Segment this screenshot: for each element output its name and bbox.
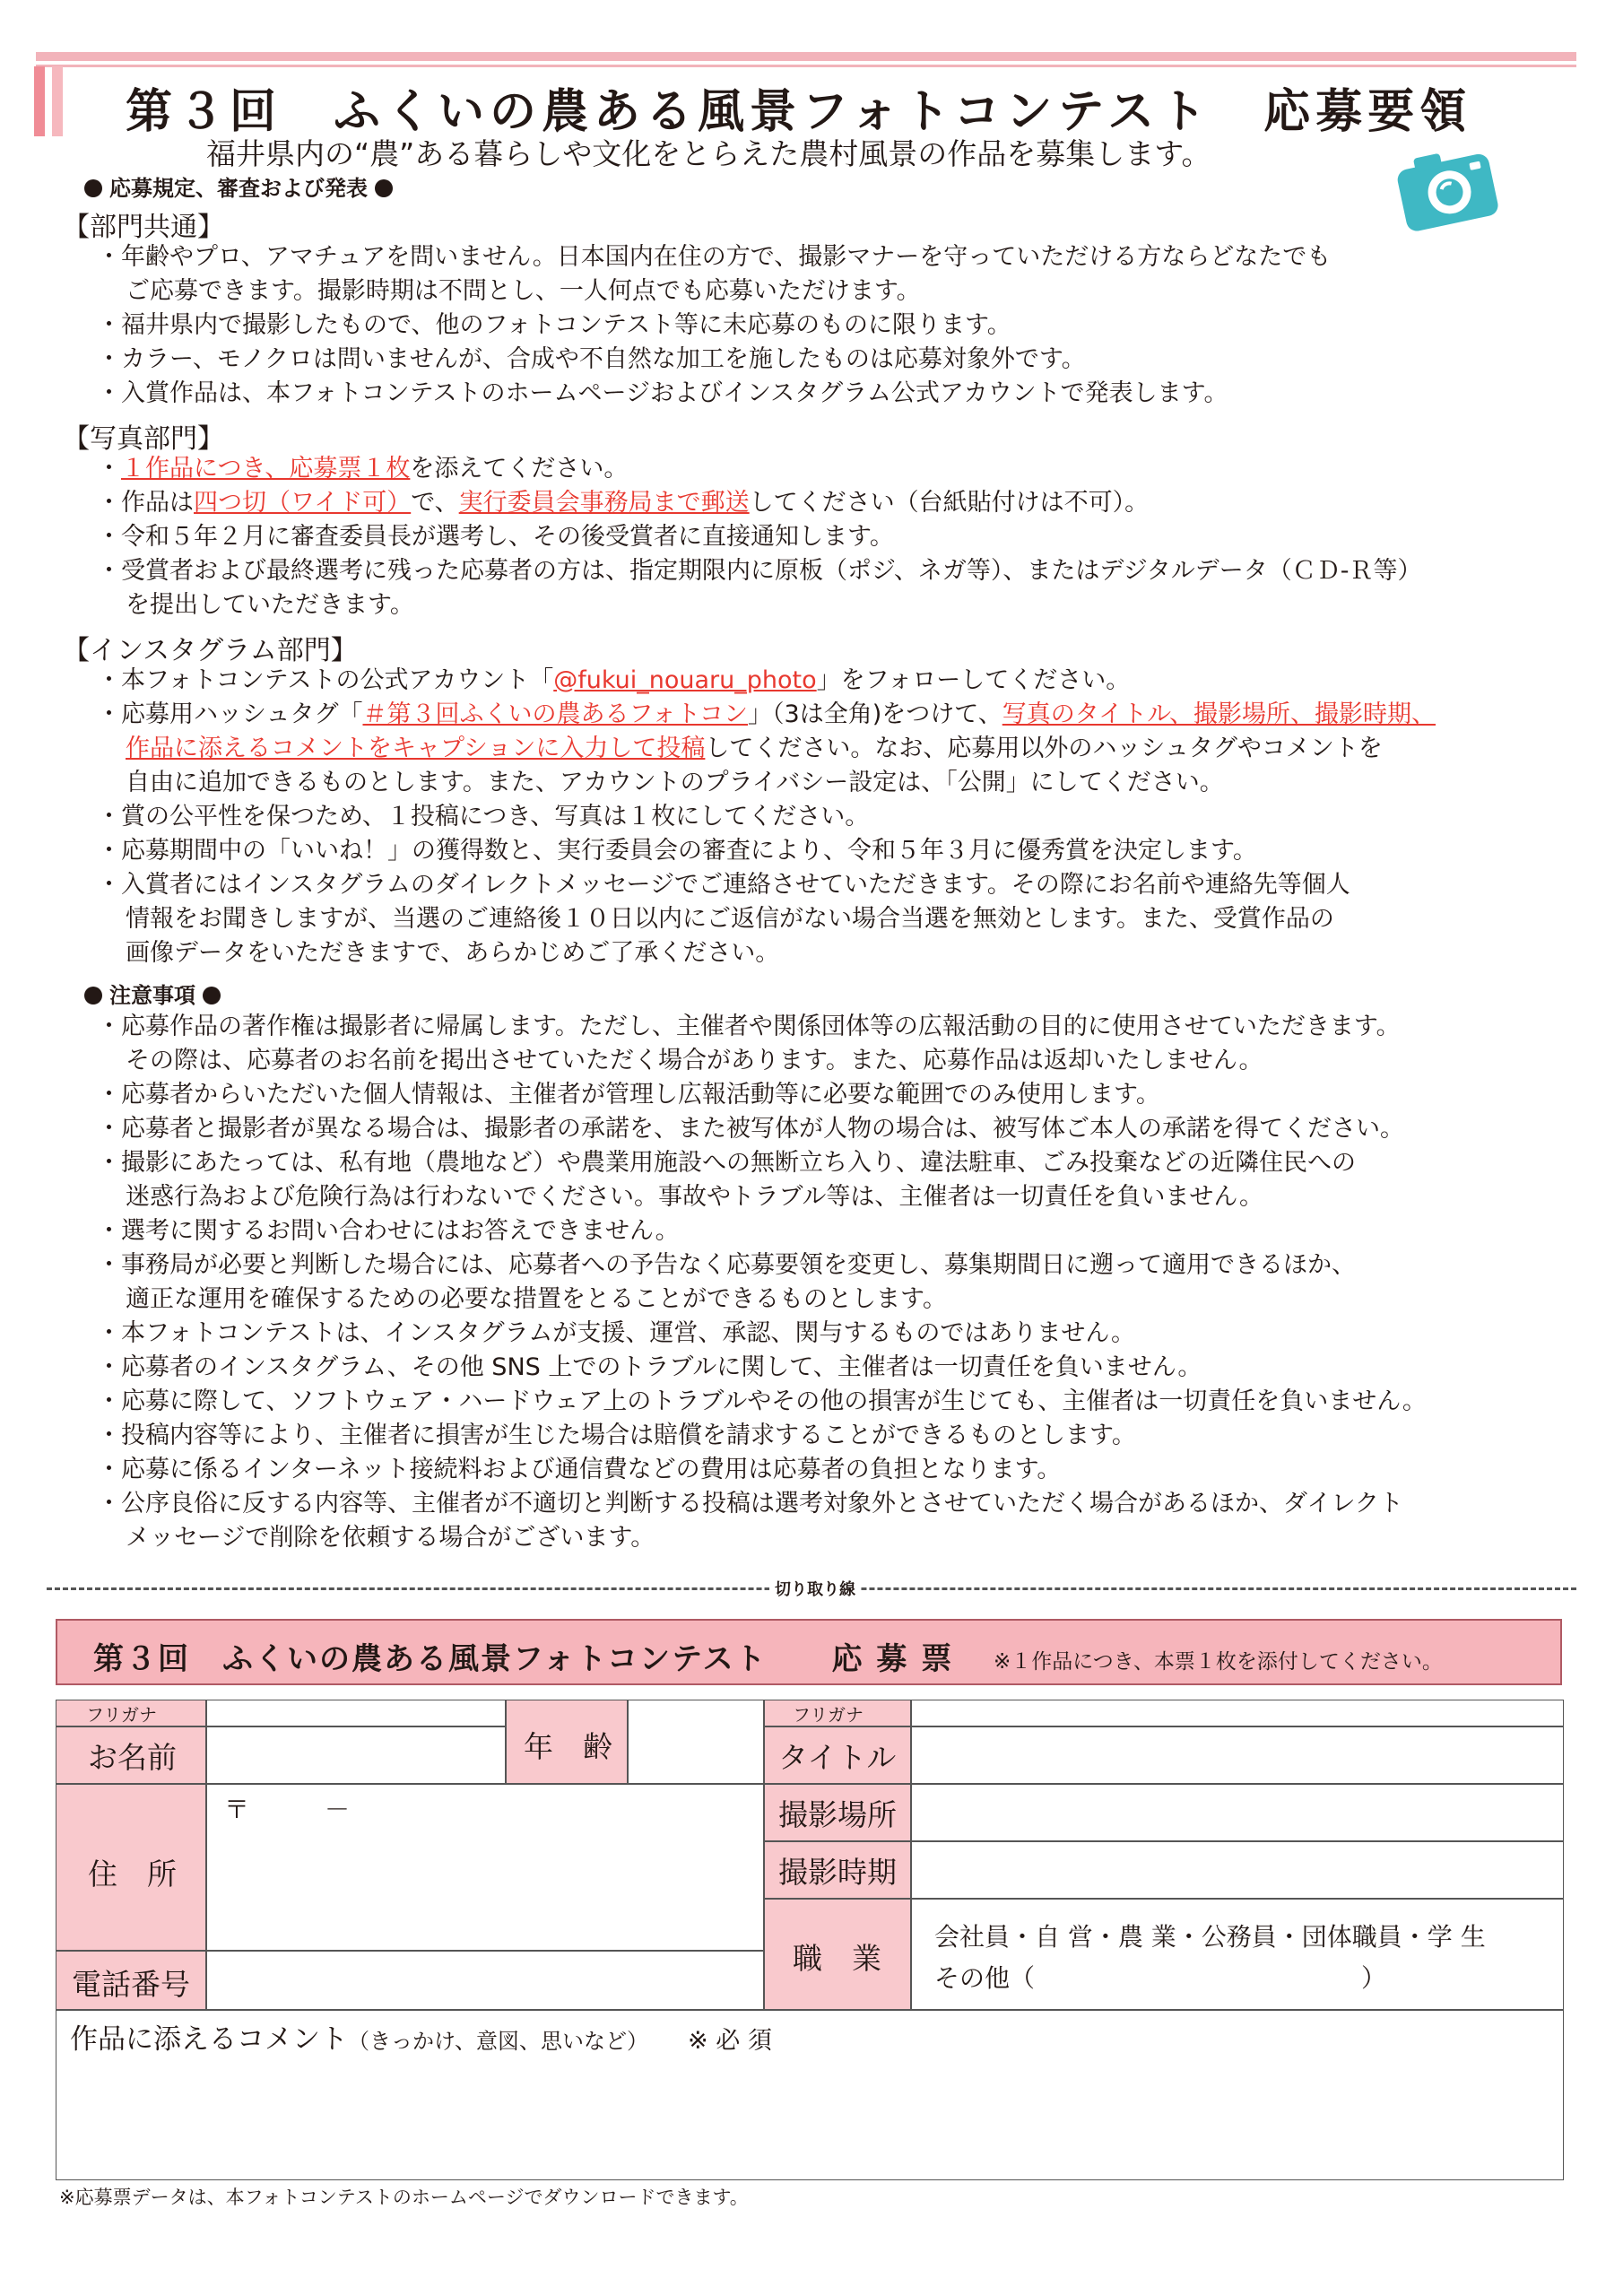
camera-icon [1388,135,1505,240]
footer-note: ※応募票データは、本フォトコンテストのホームページでダウンロードできます。 [59,2187,749,2208]
insta-line-4: ・応募期間中の「いいね！」の獲得数と、実行委員会の審査により、令和５年３月に優秀賞を決定します。 [97,837,1257,865]
photo-line-1: ・１作品につき、応募票１枚を添えてください。 [97,455,629,483]
note-1b: その際は、応募者のお名前を掲出させていただく場合があります。また、応募作品は返却いたしません。 [126,1047,1263,1074]
note-2: ・応募者からいただいた個人情報は、主催者が管理し広報活動等に必要な範囲でのみ使用します。 [97,1081,1160,1109]
title-field[interactable] [911,1726,1564,1784]
furigana-label: フリガナ [793,1704,864,1726]
hashtag-text: ＃第３回ふくいの農あるフォトコン [362,700,749,728]
photo-line-4: ・受賞者および最終選考に残った応募者の方は、指定期限内に原板（ポジ、ネガ等）、またはデジタルデータ（ＣＤ-Ｒ等） [97,557,1422,585]
common-line-1b: ご応募できます。撮影時期は不問とし、一人何点でも応募いただけます。 [126,277,921,305]
bullet-dot-icon [84,179,102,197]
name-furigana-field[interactable] [206,1700,506,1726]
common-line-2: ・福井県内で撮影したもので、他のフォトコンテスト等に未応募のものに限ります。 [97,311,1011,339]
note-11: ・応募に係るインターネット接続料および通信費などの費用は応募者の負担となります。 [97,1456,1062,1483]
photo-title: 【写真部門】 [63,423,224,455]
name-label: お名前 [88,1740,177,1775]
note-5: ・選考に関するお問い合わせにはお答えできません。 [97,1217,680,1245]
job-other-option: その他（ ） [934,1963,1387,1993]
title-label: タイトル [778,1740,897,1775]
note-12b: メッセージで削除を依頼する場合がございます。 [126,1524,655,1552]
phone-field[interactable] [206,1951,764,2010]
insta-line-5: ・入賞者にはインスタグラムのダイレクトメッセージでご連絡させていただきます。その際にお名前や連絡先等個人 [97,871,1350,899]
insta-line-1: ・本フォトコンテストの公式アカウント「@fukui_nouaru_photo」をフォローしてください。 [97,666,1131,694]
highlight-text: １作品につき、応募票１枚 [121,455,411,483]
highlight-text: 四つ切（ワイド可） [194,489,412,517]
instagram-account-link: @fukui_nouaru_photo [553,666,817,694]
notes-heading [77,978,228,1009]
comment-hint: （きっかけ、意図、思いなど） [348,2029,649,2054]
page-subtitle: 福井県内の“農”ある暮らしや文化をとらえた農村風景の作品を募集します。 [206,136,1211,171]
rules-heading [77,170,400,202]
note-9: ・応募に際して、ソフトウェア・ハードウェア上のトラブルやその他の損害が生じても、主催者は一切責任を負いません。 [97,1387,1427,1415]
title-furigana-field[interactable] [911,1700,1564,1726]
period-label: 撮影時期 [778,1855,897,1890]
insta-line-5b: 情報をお聞きしますが、当選のご連絡後１０日以内にご返信がない場合当選を無効とします。また、受賞作品の [126,905,1334,933]
insta-line-3: ・賞の公平性を保つため、１投稿につき、写真は１枚にしてください。 [97,803,870,831]
note-8: ・応募者のインスタグラム、その他 SNS 上でのトラブルに関して、主催者は一切責任を負いません。 [97,1353,1202,1381]
header-top-line [36,65,1576,67]
insta-line-2c: 自由に追加できるものとします。また、アカウントのプライバシー設定は、「公開」にしてください。 [126,769,1224,796]
common-line-3: ・カラー、モノクロは問いませんが、合成や不自然な加工を施したものは応募対象外です。 [97,345,1086,373]
photo-line-2: ・作品は四つ切（ワイド可）で、実行委員会事務局まで郵送してください（台紙貼付けは不可）。 [97,489,1150,517]
age-label: 年 齢 [524,1729,612,1764]
common-line-4: ・入賞作品は、本フォトコンテストのホームページおよびインスタグラム公式アカウントで発表します。 [97,379,1228,407]
rules-heading-text: 応募規定、審査および発表 [109,176,368,201]
header-accent-bar-light [52,66,63,136]
header-accent-bar [34,66,45,136]
common-title: 【部門共通】 [63,212,224,243]
required-mark: ※ 必 須 [688,2027,772,2055]
name-field[interactable] [206,1726,506,1784]
comment-label: 作品に添えるコメント（きっかけ、意図、思いなど） ※ 必 須 [70,2023,772,2056]
page-title: 第３回 ふくいの農ある風景フォトコンテスト 応募要領 [126,84,1472,139]
period-field[interactable] [911,1841,1564,1899]
bullet-dot-icon [203,987,221,1004]
postal-mark: 〒 － [224,1795,351,1824]
insta-line-2: ・応募用ハッシュタグ「＃第３回ふくいの農あるフォトコン」（3は全角)をつけて、写真のタイトル、撮影場所、撮影時期、 [97,700,1436,728]
bullet-dot-icon [375,179,393,197]
highlight-text: 写真のタイトル、撮影場所、撮影時期、 [1002,700,1436,728]
note-1: ・応募作品の著作権は撮影者に帰属します。ただし、主催者や関係団体等の広報活動の目的に使用させていただきます。 [97,1013,1401,1040]
phone-label: 電話番号 [72,1967,190,2002]
form-title: 第３回 ふくいの農ある風景フォトコンテスト 応 募 票 [93,1641,954,1677]
job-options: 会社員・自 営・農 業・公務員・団体職員・学 生 [934,1922,1486,1952]
furigana-label: フリガナ [86,1704,157,1726]
common-line-1: ・年齢やプロ、アマチュアを問いません。日本国内在住の方で、撮影マナーを守っていただける方ならどなたでも [97,243,1332,271]
form-note: ※１作品につき、本票１枚を添付してください。 [994,1650,1443,1674]
highlight-text: 実行委員会事務局まで郵送 [458,489,750,517]
note-6b: 適正な運用を確保するための必要な措置をとることができるものとします。 [126,1285,947,1313]
bullet-dot-icon [84,987,102,1004]
notes-heading-text: 注意事項 [109,983,195,1008]
note-10: ・投稿内容等により、主催者に損害が生じた場合は賠償を請求することができるものとします。 [97,1422,1136,1449]
place-field[interactable] [911,1784,1564,1841]
note-4b: 迷惑行為および危険行為は行わないでください。事故やトラブル等は、主催者は一切責任を負いません。 [126,1183,1263,1211]
note-12: ・公序良俗に反する内容等、主催者が不適切と判断する投稿は選考対象外とさせていただく場合があるほか、ダイレクト [97,1490,1403,1518]
note-3: ・応募者と撮影者が異なる場合は、撮影者の承諾を、また被写体が人物の場合は、被写体ご本人の承諾を得てください。 [97,1115,1404,1143]
note-4: ・撮影にあたっては、私有地（農地など）や農業用施設への無断立ち入り、違法駐車、ごみ投棄などの近隣住民への [97,1149,1356,1177]
job-label: 職 業 [793,1941,881,1976]
insta-line-5c: 画像データをいただきますで、あらかじめご了承ください。 [126,939,780,967]
insta-title: 【インスタグラム部門】 [63,635,358,666]
age-field[interactable] [628,1700,764,1784]
highlight-text: 作品に添えるコメントをキャプションに入力して投稿 [126,735,706,762]
place-label: 撮影場所 [778,1797,897,1832]
note-6: ・事務局が必要と判断した場合には、応募者への予告なく応募要領を変更し、募集期間日に遡って適用できるほか、 [97,1251,1356,1279]
photo-line-3: ・令和５年２月に審査委員長が選考し、その後受賞者に直接通知します。 [97,523,894,551]
note-7: ・本フォトコンテストは、インスタグラムが支援、運営、承認、関与するものではありません。 [97,1319,1136,1347]
photo-line-4b: を提出していただきます。 [126,591,414,619]
insta-line-2b: 作品に添えるコメントをキャプションに入力して投稿してください。なお、応募用以外のハッシュタグやコメントを [126,735,1383,762]
cut-line-label: 切り取り線 [769,1577,861,1600]
address-label: 住 所 [88,1857,177,1892]
header-top-bar [36,52,1576,61]
